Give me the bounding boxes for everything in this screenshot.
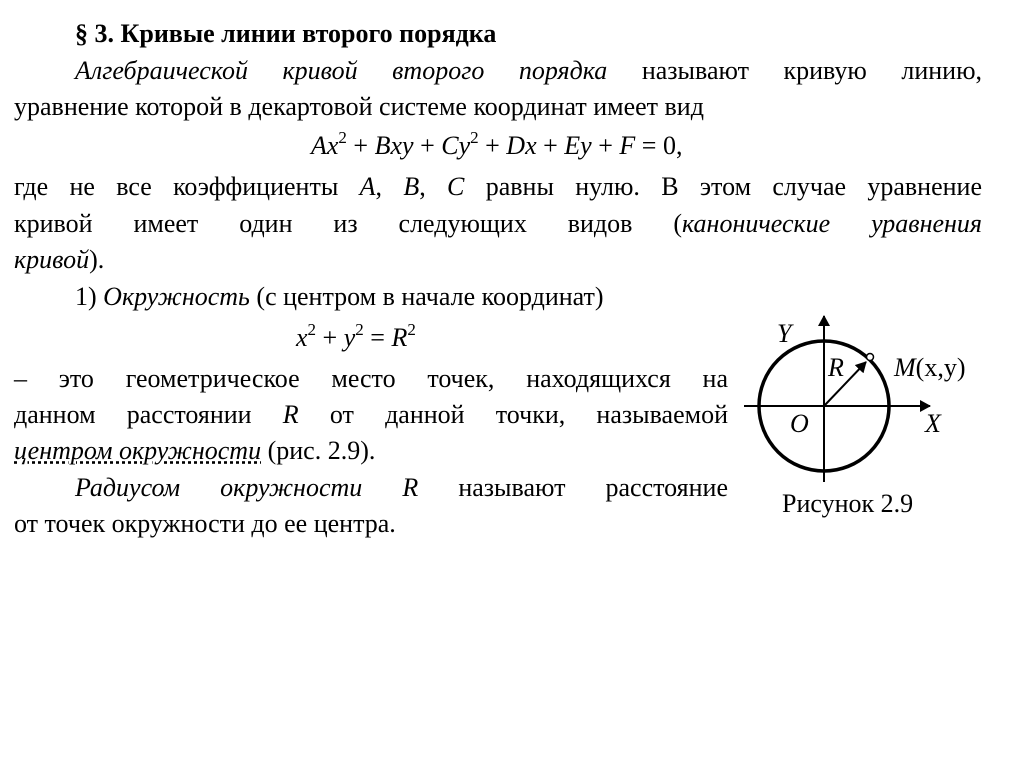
radius-label: R <box>828 353 844 382</box>
origin-label: O <box>790 409 809 438</box>
para1-line1 <box>75 56 982 86</box>
general-equation: $Ax^2$ + Bxy + $Cy^2 + Dx + Ey + F = 0$, <box>311 128 683 160</box>
section-heading: § 3. Кривые линии второго порядка <box>75 19 497 48</box>
x-axis-label: X <box>925 409 941 438</box>
para3-line1: – это геометрическое место точек, находящихся на <box>14 364 728 393</box>
y-axis-label: Y <box>777 319 792 348</box>
item1-heading: 1) Окружность (с центром в начале координат) <box>75 282 604 311</box>
para1-line2: уравнение которой в декартовой системе координат имеет вид <box>14 92 704 121</box>
point-m <box>867 354 874 361</box>
point-m-label: M(x,y) <box>894 353 966 382</box>
circle-figure <box>740 310 1000 490</box>
para1-rest: называют кривую линию, <box>607 56 982 85</box>
para2-line3: кривой). <box>14 245 105 274</box>
circle-equation: $x^2 + y^2 = R^2$ <box>296 320 416 352</box>
para4-line2: от точек окружности до ее центра. <box>14 509 396 538</box>
para2-line2: кривой имеет один из следующих видов (канонические уравнения <box>14 209 983 238</box>
figure-caption: Рисунок 2.9 <box>782 489 914 518</box>
para1-term: Алгебраической кривой второго порядка <box>75 56 608 85</box>
para3-line3: центром окружности (рис. 2.9). <box>14 436 376 465</box>
para4-line1: Радиусом окружности R называют расстояние <box>75 473 728 502</box>
para2-line1: где не все коэффициенты A, B, C равны нулю. В этом случае уравнение <box>14 172 982 201</box>
para3-line2: данном расстоянии R от данной точки, называемой <box>14 400 728 429</box>
